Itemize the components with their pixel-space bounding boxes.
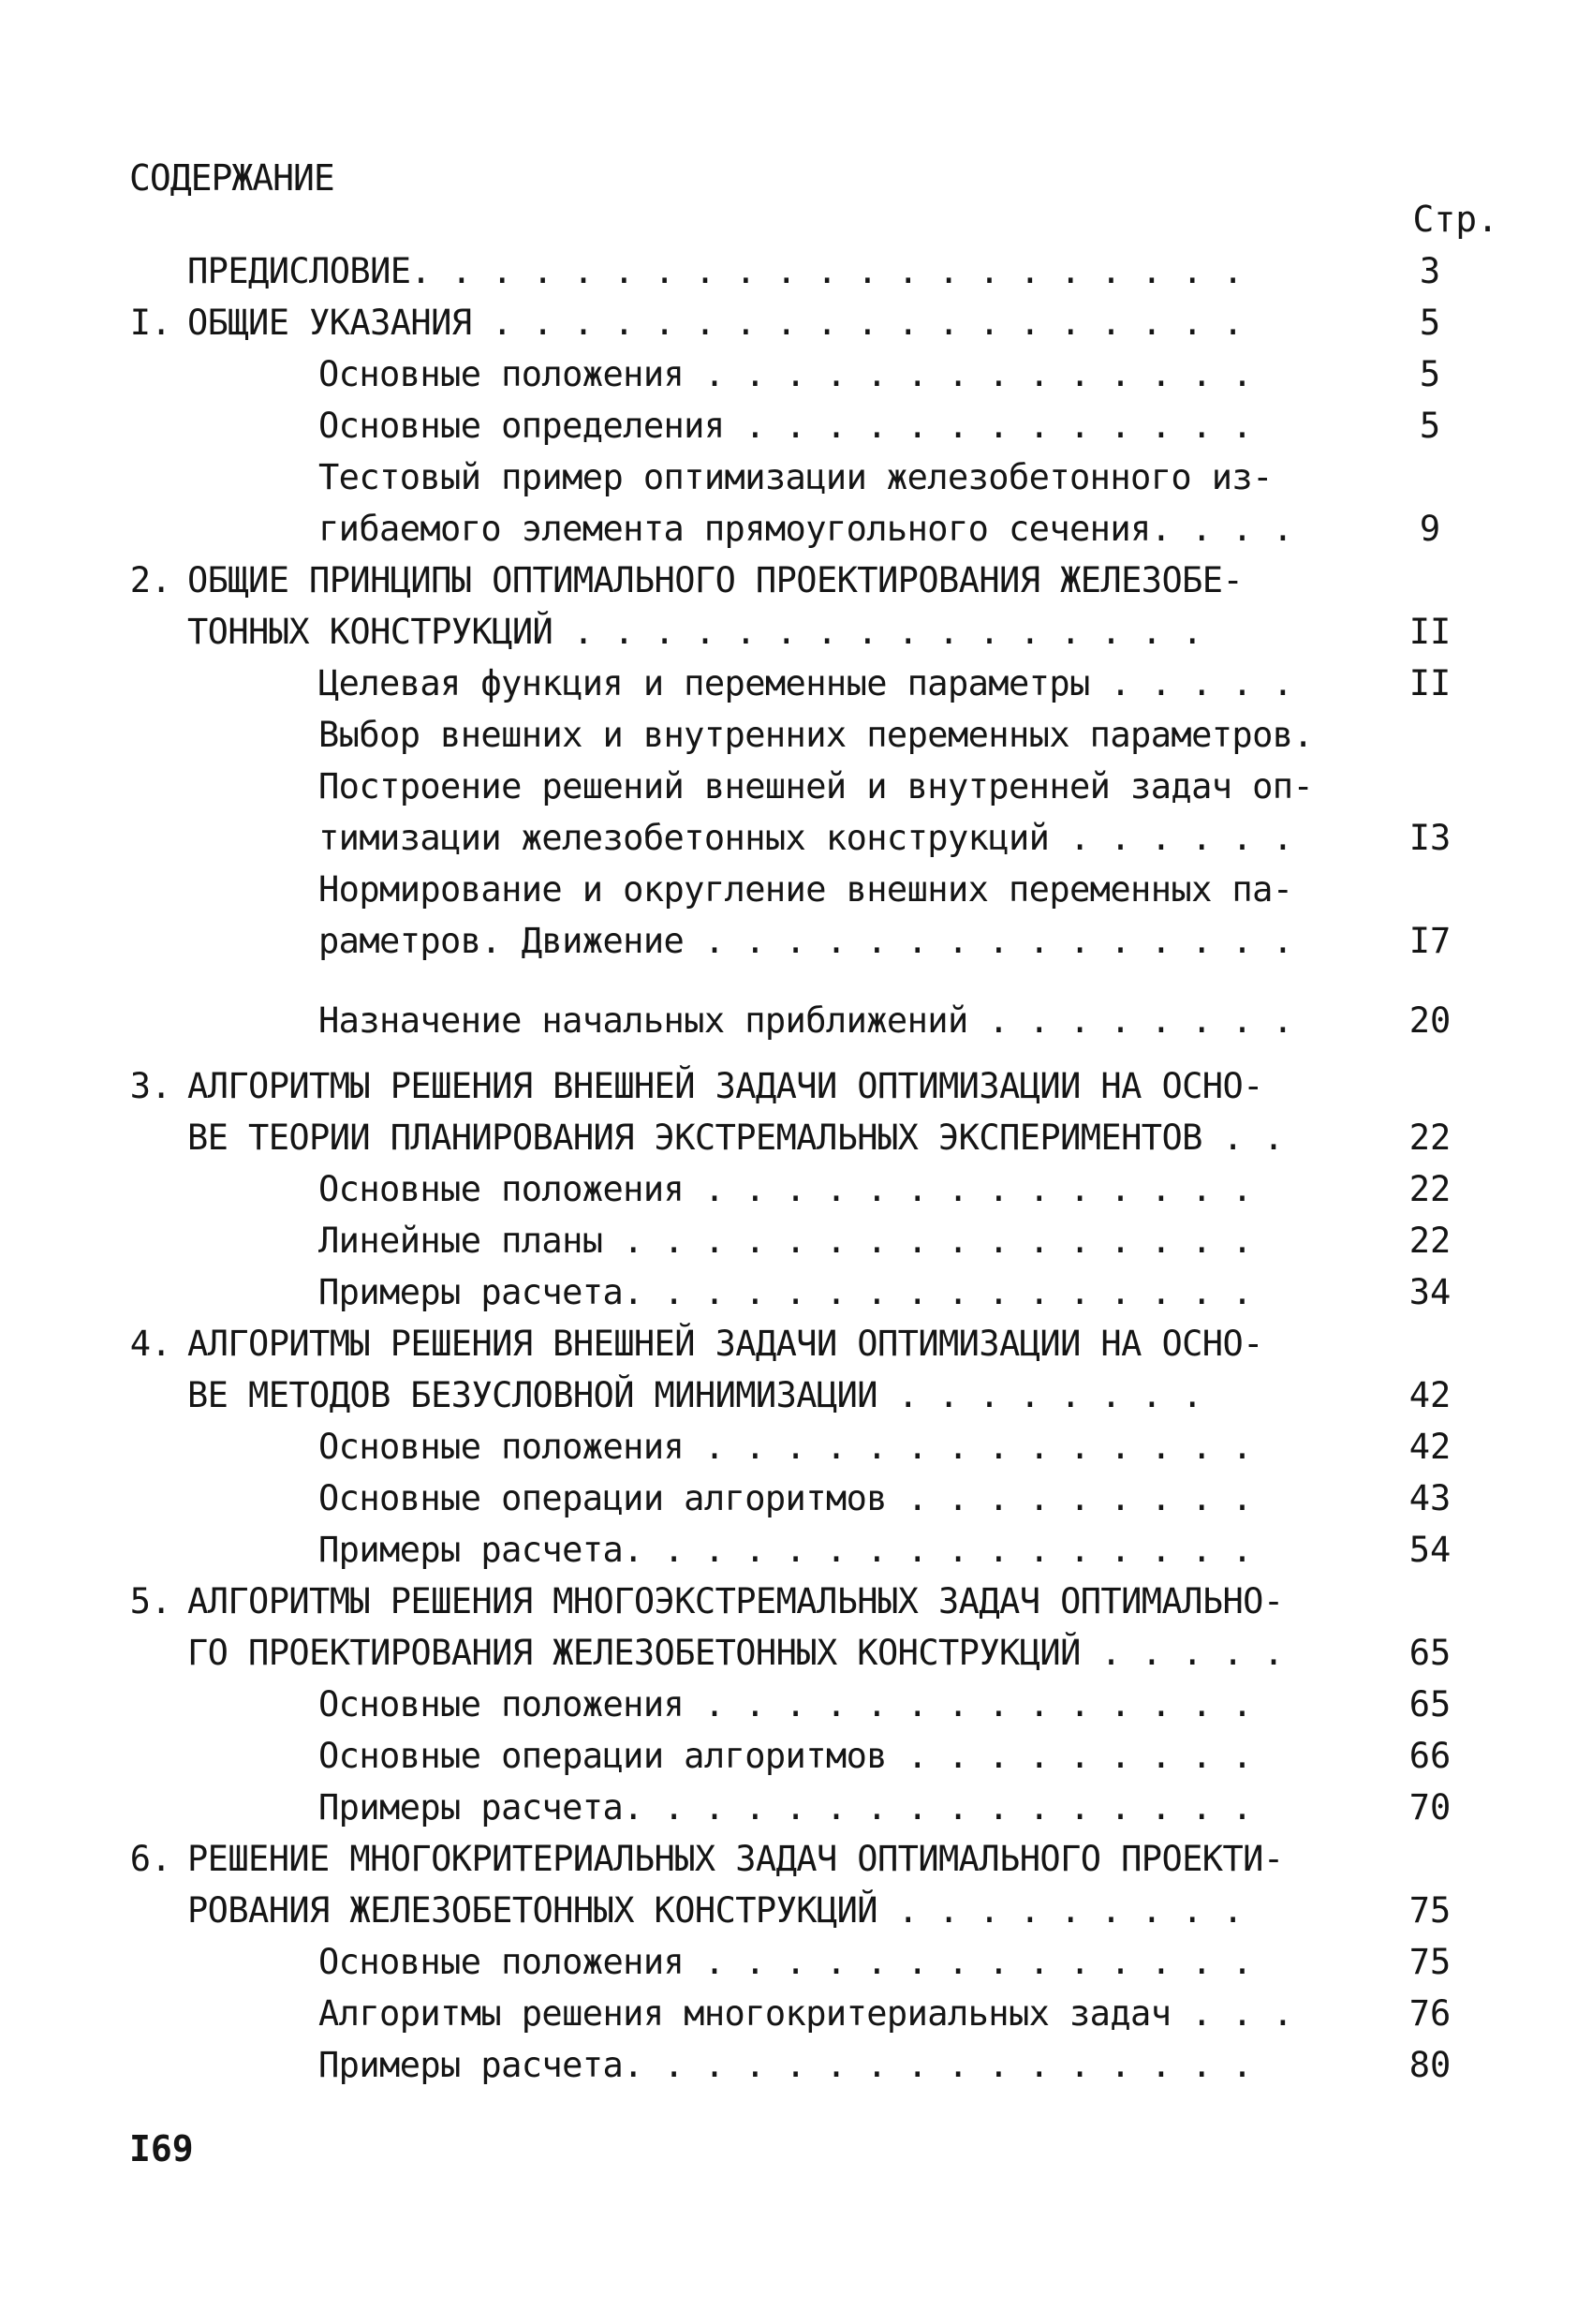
entry-page: 65	[1408, 1684, 1452, 1724]
toc-entry	[0, 1730, 1592, 1782]
toc-entry	[0, 1421, 1592, 1473]
entry-page: 70	[1408, 1787, 1452, 1828]
entry-page: I7	[1408, 921, 1452, 961]
chapter-number: 2.	[129, 560, 172, 600]
entry-title: ГО ПРОЕКТИРОВАНИЯ ЖЕЛЕЗОБЕТОННЫХ КОНСТРУКЦИЙ . . . . .	[187, 1633, 1284, 1673]
entry-title: АЛГОРИТМЫ РЕШЕНИЯ ВНЕШНЕЙ ЗАДАЧИ ОПТИМИЗАЦИИ НА ОСНО-	[187, 1066, 1263, 1106]
entry-title: АЛГОРИТМЫ РЕШЕНИЯ МНОГОЭКСТРЕМАЛЬНЫХ ЗАДАЧ ОПТИМАЛЬНО-	[187, 1581, 1284, 1621]
chapter-number: 3.	[129, 1066, 172, 1106]
entry-title: Основные положения . . . . . . . . . . . . . .	[318, 1169, 1253, 1209]
entry-page: 43	[1408, 1478, 1452, 1518]
toc-entry	[0, 297, 1592, 348]
toc-entry	[0, 1833, 1592, 1885]
entry-title: Примеры расчета. . . . . . . . . . . . . . . .	[318, 2045, 1253, 2085]
toc-entry	[0, 451, 1592, 503]
toc-entry	[0, 1369, 1592, 1421]
entry-page: 34	[1408, 1272, 1452, 1312]
entry-page: 75	[1408, 1942, 1452, 1982]
toc-entry	[0, 1885, 1592, 1936]
entry-page: 22	[1408, 1169, 1452, 1209]
entry-page: 54	[1408, 1530, 1452, 1570]
entry-title: Примеры расчета. . . . . . . . . . . . . . . .	[318, 1530, 1253, 1570]
entry-title: Построение решений внешней и внутренней задач оп-	[318, 766, 1314, 807]
toc-entry	[0, 864, 1592, 915]
entry-page: 42	[1408, 1375, 1452, 1415]
entry-page: II	[1408, 663, 1452, 703]
entry-page: 22	[1408, 1221, 1452, 1261]
entry-title: Основные положения . . . . . . . . . . . . . .	[318, 354, 1253, 394]
entry-title: Примеры расчета. . . . . . . . . . . . . . . .	[318, 1787, 1253, 1828]
entry-title: Примеры расчета. . . . . . . . . . . . . . . .	[318, 1272, 1253, 1312]
entry-page: 66	[1408, 1736, 1452, 1776]
entry-title: РОВАНИЯ ЖЕЛЕЗОБЕТОННЫХ КОНСТРУКЦИЙ . . . . . . . . .	[187, 1890, 1244, 1931]
entry-title: раметров. Движение . . . . . . . . . . . . . . .	[318, 921, 1293, 961]
toc-entry	[0, 606, 1592, 658]
entry-title: Целевая функция и переменные параметры . . . . .	[318, 663, 1293, 703]
toc-entry	[0, 1627, 1592, 1679]
toc-entry	[0, 1318, 1592, 1369]
entry-page: II	[1408, 612, 1452, 652]
page-column-label: Стр.	[1412, 199, 1498, 240]
entry-page: 5	[1419, 406, 1441, 446]
toc-entry	[0, 1163, 1592, 1215]
toc-entry	[0, 348, 1592, 400]
entry-page: 42	[1408, 1427, 1452, 1467]
entry-title: Нормирование и округление внешних переменных па-	[318, 869, 1293, 910]
toc-entry	[0, 245, 1592, 297]
toc-entry	[0, 400, 1592, 451]
toc-entry	[0, 915, 1592, 967]
toc-entry	[0, 1679, 1592, 1730]
toc-entry	[0, 1524, 1592, 1576]
toc-entry	[0, 1782, 1592, 1833]
entry-title: Назначение начальных приближений . . . . . . . .	[318, 1000, 1293, 1041]
entry-page: 76	[1408, 1993, 1452, 2034]
entry-page: 5	[1419, 354, 1441, 394]
entry-title: Основные положения . . . . . . . . . . . . . .	[318, 1427, 1253, 1467]
toc-entry	[0, 555, 1592, 606]
chapter-number: I.	[129, 303, 172, 343]
entry-title: Выбор внешних и внутренних переменных параметров.	[318, 715, 1314, 755]
toc-entry	[0, 2039, 1592, 2091]
page-number: I69	[129, 2128, 194, 2169]
entry-title: Основные операции алгоритмов . . . . . . . . .	[318, 1478, 1253, 1518]
entry-title: ВЕ МЕТОДОВ БЕЗУСЛОВНОЙ МИНИМИЗАЦИИ . . . . . . . .	[187, 1375, 1202, 1415]
toc-entry	[0, 1988, 1592, 2039]
toc-entry	[0, 658, 1592, 709]
toc-entry	[0, 1576, 1592, 1627]
toc-entry	[0, 1060, 1592, 1112]
entry-title: гибаемого элемента прямоугольного сечения. . . .	[318, 509, 1293, 549]
entry-page: 3	[1419, 251, 1441, 291]
toc-entry	[0, 1936, 1592, 1988]
entry-title: ОБЩИЕ УКАЗАНИЯ . . . . . . . . . . . . . . . . . . .	[187, 303, 1244, 343]
entry-title: ОБЩИЕ ПРИНЦИПЫ ОПТИМАЛЬНОГО ПРОЕКТИРОВАНИЯ ЖЕЛЕЗОБЕ-	[187, 560, 1244, 600]
toc-entry	[0, 709, 1592, 761]
toc-entry	[0, 761, 1592, 812]
toc-entry	[0, 1266, 1592, 1318]
entry-page: 5	[1419, 303, 1441, 343]
toc-entry	[0, 995, 1592, 1046]
entry-title: Основные операции алгоритмов . . . . . . . . .	[318, 1736, 1253, 1776]
entry-page: I3	[1408, 818, 1452, 858]
entry-title: РЕШЕНИЕ МНОГОКРИТЕРИАЛЬНЫХ ЗАДАЧ ОПТИМАЛЬНОГО ПРОЕКТИ-	[187, 1839, 1284, 1879]
toc-entry	[0, 503, 1592, 555]
entry-title: Алгоритмы решения многокритериальных задач . . .	[318, 1993, 1293, 2034]
toc-entry	[0, 812, 1592, 864]
entry-title: Тестовый пример оптимизации железобетонного из-	[318, 457, 1273, 497]
entry-page: 65	[1408, 1633, 1452, 1673]
entry-page: 20	[1408, 1000, 1452, 1041]
chapter-number: 5.	[129, 1581, 172, 1621]
toc-entry	[0, 1215, 1592, 1266]
entry-title: ПРЕДИСЛОВИЕ. . . . . . . . . . . . . . . . . . . . .	[187, 251, 1244, 291]
chapter-number: 4.	[129, 1324, 172, 1364]
entry-title: АЛГОРИТМЫ РЕШЕНИЯ ВНЕШНЕЙ ЗАДАЧИ ОПТИМИЗАЦИИ НА ОСНО-	[187, 1324, 1263, 1364]
entry-title: Основные определения . . . . . . . . . . . . .	[318, 406, 1253, 446]
entry-title: Основные положения . . . . . . . . . . . . . .	[318, 1684, 1253, 1724]
chapter-number: 6.	[129, 1839, 172, 1879]
page-title: СОДЕРЖАНИЕ	[129, 157, 334, 199]
entry-title: Основные положения . . . . . . . . . . . . . .	[318, 1942, 1253, 1982]
entry-title: ТОННЫХ КОНСТРУКЦИЙ . . . . . . . . . . . . . . . .	[187, 612, 1202, 652]
entry-page: 75	[1408, 1890, 1452, 1931]
entry-page: 9	[1419, 509, 1441, 549]
toc-entry	[0, 1112, 1592, 1163]
entry-title: тимизации железобетонных конструкций . . . . . .	[318, 818, 1293, 858]
entry-page: 22	[1408, 1118, 1452, 1158]
entry-title: Линейные планы . . . . . . . . . . . . . . . .	[318, 1221, 1253, 1261]
entry-page: 80	[1408, 2045, 1452, 2085]
entry-title: ВЕ ТЕОРИИ ПЛАНИРОВАНИЯ ЭКСТРЕМАЛЬНЫХ ЭКСПЕРИМЕНТОВ . .	[187, 1118, 1284, 1158]
toc-entry	[0, 1473, 1592, 1524]
